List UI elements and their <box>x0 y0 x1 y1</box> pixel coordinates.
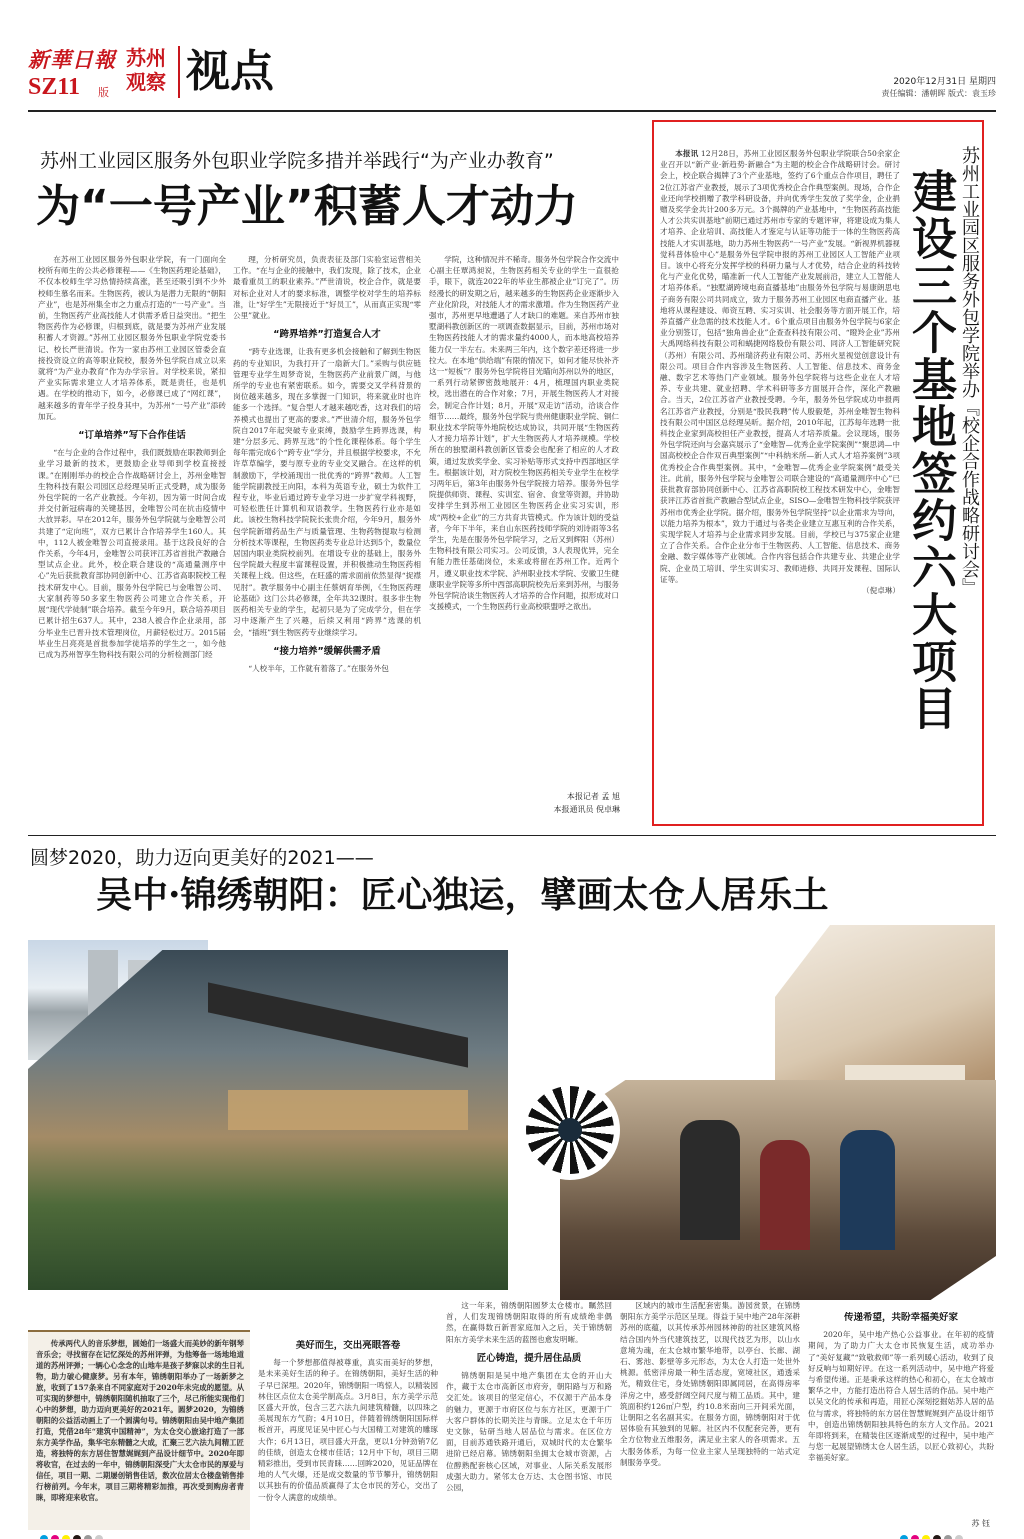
story3-subhead-1: 美好而生，交出亮眼答卷 <box>295 1340 401 1351</box>
newspaper-logo: 新華日報 <box>28 47 116 72</box>
issue-date: 2020年12月31日 星期四 <box>893 77 996 87</box>
story2-lead-label: 本报讯 <box>675 149 699 158</box>
story1-bylines <box>470 790 620 816</box>
story1-kicker: 苏州工业园区服务外包职业学院多措并举践行“为产业办教育” <box>40 150 554 172</box>
registration-dot <box>40 1535 48 1539</box>
masthead-divider <box>178 46 180 98</box>
story2-byline: （倪卓琳） <box>862 585 900 595</box>
story3-column-4 <box>808 1312 994 1516</box>
story1-headline: 为“一号产业”积蓄人才动力 <box>36 181 578 232</box>
registration-dot <box>84 1535 92 1539</box>
story2-text: 12月28日，苏州工业园区服务外包职业学院联合50余家企业召开以“新产业·新趋势·新融合”为主题的校企合作战略研讨会。研讨会上，校企联合揭牌了3个产业基地，签约了6个重点合作项目，聘任了2位江苏省产业教授，展示了3项优秀校企合作典型案例。现场，合作企业还向学校捐赠了教学科研设备，并向优秀学生发放了奖学金，企业捐赠及奖学金共计200多万元。3个揭牌的产业基地中，“生物医药高技能人才公共实训基地”前期已通过苏州市专家的专题评审，将建设成为集人才培养、企业培训、高技能人才鉴定与认证等功能于一体的生物医药高技能人才实训基地，助力苏州生物医药“一号产业”发展。“新视界机器视觉科普体验中心”是服务外包学院申报的苏州工业园区人工智能产业项目。该中心将充分发挥学校的科研力量与人才优势，结合企业的科技转化与产业化优势，瞄准新一代人工智能产业发展前沿，建立人工智能人才培养体系。“独墅湖跨境电商直播基地”由服务外包学院与易康朗思电子商务有限公司共同成立，致力于服务苏州工业园区电商直播产业。基地将从课程建设、师资互聘、实习实训、社会服务等方面开展工作，培养直播产业急需的技术技能人才。6个重点项目由服务外包学院与6家企业分别签订，包括“独角兽企业”企查查科技有限公司、“瞪羚企业”苏州大禹网络科技有限公司和蜗捷网络股份有限公司、同济人工智能研究院（苏州）有限公司、苏州瑞济药业有限公司、苏州火星视觉创意设计有限公司。项目合作内容涉及生物医药、人工智能、信息技术、商务金融、数字艺术等热门产业领域。服务外包学院将与这些企业在人才培养、专业共建、就业招聘、学术科研等多方面展开合作，深化产教融合。当天，2位江苏省产业教授受聘。今年，服务外包学院成功申报两名江苏省产业教授，分别是“股民我聘”传人殷毅楚，苏州金唯智生物科技有限公司中国区总经理吴昕。据介绍，2010年起，江苏每年选聘一批科技企业家到高校担任产业教授，提高人才培养质量。会议现场，服务外包学院还向与会嘉宾展示了“金唯智—优秀企业学院案例”“聚思鸿—中国高校校企合作双百典型案例”“中科纳米所—新人式人才培养案例”3项优秀校企合作典型案例。其中，“金唯智—优秀企业学院案例”最受关注。此前，服务外包学院与金唯智公司联合建设的“高通量测序中心”已获批教育部协同创新中心、江苏省高职院校工程技术研发中心，金唯智获评江苏省首批产教融合型试点企业，SISO—金唯智生物科技学院获评苏州市优秀企业学院。据介绍，服务外包学院坚持“以企业需求为导向，以能力培养为根本”，致力于通过与各类企业建立互惠互利的合作关系，实现学院人才培养与企业需求同步发展。目前，学校已与375家企业建立了合作关系。合作企业分布于生物医药、人工智能、信息技术、商务金融、数字媒体等产业领域。合作内容包括合作共建专业、共建企业学院、企业员工培训、学生实训实习、教师进修、共同开发课程、国际认证等。 <box>660 149 900 584</box>
photo-family-event <box>560 1080 996 1300</box>
story1-col2b-text: “跨专业选课，让我有更多机会接触和了解到生物医药的专业知识，为我打开了一扇新大门。”采购与供应链管理专业学生周梦奇说，生物医药产业前景广阔，与他所学的专业也有紧密联系。如今，需要交叉学科背景的岗位越来越多，现在多掌握一门知识，将来就业时也许能多一个选择。“复合型人才越来越吃香，这对我们的培养模式也提出了更高的要求。”严世清介绍，服务外包学院自2017年起突破专业束缚，鼓励学生跨界选课，构建“分层多元、跨界互选”的个性化课程体系。每个学生每年需完成6个“跨专业”学分，并且根据学校要求，不允许草草编学，要与原专业的专业交叉融合。在这样的机制激励下，学校涌现出一批优秀的“跨界”教师。人工智能学院副教授王向阳，本科为英语专业，硕士为软件工程专业，毕业后通过跨专业学习进一步扩宽学科视野，可轻松胜任计算机和双语教学。生物医药行业亦是如此。该校生物科技学院院长张贵介绍，今年9月，服务外包学院新增药品生产与质量管理、生物药物提取与检测分析技术等课程，生物医药类专业总计达到5个，数量位居国内职业类院校前列。在增设专业的基础上，服务外包学院最大程度丰富课程设置，并积极推动生物医药相关课程上线。但这些，在旺盛的需求面前依然显得“捉襟见肘”。教学服务中心副主任蔡炳育举例，《生物医药理论基础》这门公共必修课，全年共32课时。很多非生物医药相关专业的学生，起初只是为了完成学分，但在学习中逐渐产生了兴趣，后续又利用“跨界”选课的机会，“插班”到生物医药专业继续学习。 <box>233 347 421 637</box>
story3-column-1 <box>258 1340 438 1530</box>
story3-subhead-4: 传递希望，共盼幸福美好家 <box>843 1312 958 1323</box>
story1-column-1 <box>38 254 226 814</box>
story1-col2c-text: “人校半年，工作就有着落了。”在服务外包 <box>248 663 389 673</box>
story2-body <box>660 148 900 814</box>
registration-dot <box>922 1535 930 1539</box>
story3-intro-text: 传承两代人的音乐梦想，圆她们一场盛大而美妙的新年钢琴音乐会；寻找留存在记忆深处的苏州评弹，为他筹备一场地地道道的苏州评弹；一辆心心念念的山地车是孩子梦寐以求的生日礼物，助力破心健康梦。另有本年，锦绣朝阳举办了一场新梦之旅，收到了157条来自不同家庭对于2020年未完成的愿望。从可实现的梦想中，锦绣朝阳随机抽取了三个，尽己所能实现他们心中的梦想，助力迈向更美好的2021年。圆梦2020，为锦绣朝阳的公益活动画上了一个圆满句号。锦绣朝阳由吴中地产集团打造，凭借28年“建筑中国精神”，为太仓交心旅途打造了一部东方美学作品，集华宅东精髓之大成，汇聚三艺六法九间精工匠造，将独特的东方居住智慧娓娓到产品设计细节中。2020年即将收官，在过去的一年中，锦绣朝阳深受广大太仓市民的厚爱与信任，项目一期、二期屡创销售佳话，数次位居太仓楼盘销售排行榜前列。今年末，项目三期将精彩加推，再次受到购房者青睐，即将迎来收官。 <box>36 1339 244 1502</box>
story3-subhead-2: 匠心铸造，提升居住品质 <box>476 1352 582 1364</box>
qr-logo-icon <box>558 1118 582 1142</box>
section-code: SZ11 <box>28 74 81 100</box>
story3-intro <box>36 1338 244 1526</box>
registration-dot <box>944 1535 952 1539</box>
story2-vertical-headline: 建设三个基地签约六大项目 <box>904 168 957 732</box>
editors: 责任编辑：潘朝晖 版式：袁玉珍 <box>881 89 996 98</box>
story1-subhead-2: “跨界培养”打造复合人才 <box>273 329 381 341</box>
registration-dot <box>955 1535 963 1539</box>
registration-dot <box>911 1535 919 1539</box>
section-title: 视点 <box>186 46 274 97</box>
story3-col1-text: 每一个梦想都值得被尊重，真实而美好的梦想，是未来美好生活的种子。在锦绣朝阳，美好生活的种子早已深埋。2020年，锦绣朝阳一鸣惊人，以精装园林住区点位太仓美学制高点。3月8日，东方美学示范区盛大开放，包含三艺六法九间建筑精髓，以四珠之美展现东方气韵；4月10日，伴随着锦绣朝阳国际样板首开，再度见证吴中匠心与大国精工对建筑的雕琢大作；6月13日，项目盛大开盘，更以1分钟劲销7亿的佳绩，创造太仓楼市佳话；12月中下旬，项目三期精彩推出，受到市民青睐……回眸2020，见证品牌在地的人气火爆，还是成交数量的节节攀升，锦绣朝阳以其独有的价值品质赢得了太仓市民的芳心，交出了一份令人满意的成绩单。 <box>258 1358 438 1502</box>
registration-dot <box>933 1535 941 1539</box>
qr-code[interactable] <box>520 1080 620 1180</box>
channel-line2: 观察 <box>126 70 166 94</box>
story1-col2-text: 理，分析研究员，负责表征及部门实验室运营相关工作。“在与企业的接触中，我们发现，除了技术，企业最看重员工的职业素养。”严世清说，校企合作，就是要对标企业对人才的要求标准，调整学校对学生的培养标准，让“好学生”无限接近于“好员工”，从而真正实现“零公里”就业。 <box>233 255 421 321</box>
masthead-rule <box>28 110 996 112</box>
story1-subhead-1: “订单培养”写下合作佳话 <box>78 430 186 442</box>
story1-col1-text: 在苏州工业园区服务外包职业学院，有一门面向全校所有师生的公共必修课程——《生物医药理论基础》，不仅本校师生学习热情持续高涨，甚至还吸引到不少外校师生慕名而来。生物医药，被认为是潜力无限的“朝阳产业”，也是苏州集全市之力重点打造的“一号产业”。当前，生物医药产业高技能人才供需矛盾日益突出。“把生物医药作为必修课，归根到底，就是要为苏州产业发展积蓄人才资源。”苏州工业园区服务外包职业学院党委书记、校长严世清说。作为一家由苏州工业园区管委会直接投资设立的高等职业院校，服务外包学院自成立以来就将“为产业办教育”作为办学宗旨。对学校来说，紧扣产业实际需求建立人才培养体系，既是责任，也是机遇。在学校的推动下，如今，必修课已成了“网红课”，越来越多的青年学子投身其中，为苏州“一号产业”添砖加瓦。 <box>38 255 226 421</box>
color-registration-right <box>900 1528 966 1539</box>
story1-column-2 <box>233 254 421 814</box>
story3-col4-text: 2020年，吴中地产热心公益事业。在年初的疫情期间，为了助力广大太仓市民恢复生活，成功举办了“美好复藏”“致敬救师”等一系列暖心活动，收到了良好反响与如期好评。在这一系列活动中，吴中地产将爱与希望传递。正是秉承这样的热心和初心，在太仓城市繁华之中，方能打造出符合人居生活的作品。吴中地产以吴文化的传承和再造，用匠心深刻挖掘姑苏人居的品位与需求，将独特的东方居住智慧娓娓到产品设计细节中，创造出锦绣朝阳独具特色的东方人文作品。2021年即将到来，在精装住区逐渐成型的过程中，吴中地产与您一起展望锦绣太仓人居生活，以匠心致初心，共盼幸福美好家。 <box>808 1330 994 1463</box>
story1-byline-correspondent: 本报通讯员 倪卓琳 <box>553 805 620 814</box>
story3-headline: 吴中·锦绣朝阳：匠心独运，擘画太仓人居乐土 <box>96 874 829 916</box>
registration-dot <box>51 1535 59 1539</box>
story1-byline-reporter: 本报记者 孟 旭 <box>566 792 620 801</box>
color-registration-left <box>40 1528 106 1539</box>
registration-dot <box>62 1535 70 1539</box>
story1-col1b-text: “在与企业的合作过程中，我们既鼓励在职教师到企业学习最新的技术，更鼓励企业导师到学校直接授课。”在刚刚举办的校企合作战略研讨会上，苏州金唯智生物科技有限公司园区总经理吴昕正式受聘，成为服务外包学院的一名产业教授。今年初，因为第一时间合成并交付新冠病毒的关键基因，金唯智公司在抗击疫情中大放异彩。早在2012年，服务外包学院就与金唯智公司共建了“定向班”，双方已累计合作培养学生160人。其中，112人被金唯智公司直接录用。基于这段良好的合作关系，今年4月，金唯智公司获评江苏省首批产教融合型试点企业。此外，校企联合建设的“高通量测序中心”先后获批教育部协同创新中心、江苏省高职院校工程技术研发中心。目前，服务外包学院已与金唯智公司、大家制药等50多家生物医药公司建立合作关系，开展“现代学徒制”联合培养。截至今年9月，联合培养项目已累计招生637人。其中，238人被合作企业录用，部分毕业生已晋升技术管理岗位，月薪轻松过万。2015届毕业生吕亮亮是首批参加学徒培养的学生之一，如今他已成为苏州智享生物科技有限公司的分析检测部门经 <box>38 448 226 659</box>
story3-col2-text: 这一年来，锦绣朝阳圆梦太仓楼市。瞩然回首，人们发现锦绣朝阳取得的所有成绩绝非偶然，在赢得数百新晋家庭加入之后，关于锦绣朝阳东方美学未来生活的蓝图也愈发明晰。 <box>446 1301 612 1344</box>
story2-vertical-kicker: 苏州工业园区服务外包学院举办『校企合作战略研讨会』 <box>959 146 980 596</box>
channel-line1: 苏州 <box>126 46 166 70</box>
story3-col2b-text: 锦绣朝阳是吴中地产集团在太仓的开山大作，藏于太仓市高新区市府旁，朝阳路与万和路交汇处。该项目的坚定信心，不仅源于产品本身的魅力，更源于市府区位与东方社区，更源于广大客户群体的长期关注与青睐。立足太仓千年历史文脉，钻研当地人居品位与需求。在区位方面，目前苏通铁路开通后，双城时代的太仓繁华进阶已经启幕。锦绣朝阳坐拥太仓城市资源，占位醇熟配套核心区域，对事业、人际关系发展形成强大助力。紧邻太仓万达、太仓图书馆、市民公园， <box>446 1371 612 1493</box>
registration-dot <box>73 1535 81 1539</box>
story3-byline: 苏 钰 <box>971 1519 990 1528</box>
story3-kicker: 圆梦2020，助力迈向更美好的2021—— <box>30 847 374 869</box>
story1-column-3 <box>429 254 619 784</box>
story3-column-2 <box>446 1300 612 1528</box>
channel-label <box>120 46 172 94</box>
section-rule <box>28 835 996 836</box>
story3-col3-text: 区域内的城市生活配套密集。游园赏景，在锦绣朝阳东方美学示范区呈现。得益于吴中地产28年深耕苏州的底蕴，以其传承苏州园林神韵的社区建筑风格结合国内外当代建筑技艺，以现代技艺为形，以山水意境为魂，在太仓城市繁华地带，以亭台、长廊、湖石、雾池、影壁等多元形态，为太仓人打造一处世外桃源。低密洋房最一种生活态度，宽境社区，通透采光，精致住宅，身处锦绣朝阳即属同居，在高得房率洋房之中，感受舒阔空间尺度与精工品质。其中，建筑面积约126㎡户型，约10.8米南向三开间采光面，让朝阳之名名副其实。在服务方面，锦绣朝阳对于优居体验有其独到的见解。社区内不仅配套完善，更有全方位物业五维服务，满足业主家人的各项需求。五大服务体系，为每一位业主家人呈现独特的一站式定制服务享受。 <box>620 1301 800 1467</box>
masthead <box>28 40 996 106</box>
registration-dot <box>95 1535 103 1539</box>
story1-col3-text: 学院，这种情况并不稀奇。服务外包学院合作交流中心副主任覃鸿昶说，生物医药相关专业的学生一直很抢手，眼下，就连2022年的毕业生都被企业“订完了”。历经漫长的研发期之后，越来越多的生物医药企业逐渐步入产业化阶段，对技能人才的需求激增。作为生物医药产业强市，苏州更早地遭遇了人才缺口的难题。来自苏州市独墅湖科教创新区的一项调查数据显示，目前，苏州市场对生物医药技能人才的需求量约4000人，而本地高校培养能力仅一半左右。未来两三年内，这个数字差还将进一步拉大。在本地“供给端”有限的情况下，如何才能尽快补齐这一“短板”？服务外包学院将目光瞄向苏州以外的地区，一系列行动紧锣密鼓地展开：4月，梳理国内职业类院校，选出潜在的合作对象；7月，开展生物医药人才对接会，制定合作计划；8月，开展“双走访”活动，洽谈合作细节……最终，服务外包学院与贵州健康职业学院、铜仁职业技术学院等外地院校达成协议，共同开展“生物医药人才接力培养计划”，扩大生物医药人才培养规模。学校所在的独墅湖科教创新区管委会也配套了相应的人才政策，通过发放奖学金、实习补贴等形式支持中西部地区学生。根据该计划，对方院校生物医药相关专业学生在校学习两年后，第3年由服务外包学院接力培养。服务外包学院提供师资、课程、实训室、宿舍、食堂等资源，并协助安排学生到苏州工业园区生物医药企业实习实训，形成“两校+企业”的三方共育共管模式。作为该计划的受益者，今年下半年，来自山东医药技师学院的刘诗雨等3名学生，先是在服务外包学院学习，之后又到辉阳（苏州）生物科技有限公司实习。公司反馈，3人表现优异，完全有能力胜任基础岗位，未来或将留在苏州工作。近两个月，遵义职业技术学院、泸州职业技术学院、安徽卫生健康职业学院等多所中西部高职院校先后来到苏州，与服务外包学院洽谈生物医药人才培养的合作问题，拟形成对口支援模式，一个生物医药行业高校联盟呼之欲出。 <box>429 255 619 612</box>
ban-label: 版 <box>98 86 109 99</box>
story1-subhead-3: “接力培养”缓解供需矛盾 <box>273 645 381 657</box>
registration-dot <box>900 1535 908 1539</box>
story3-column-3 <box>620 1300 800 1528</box>
